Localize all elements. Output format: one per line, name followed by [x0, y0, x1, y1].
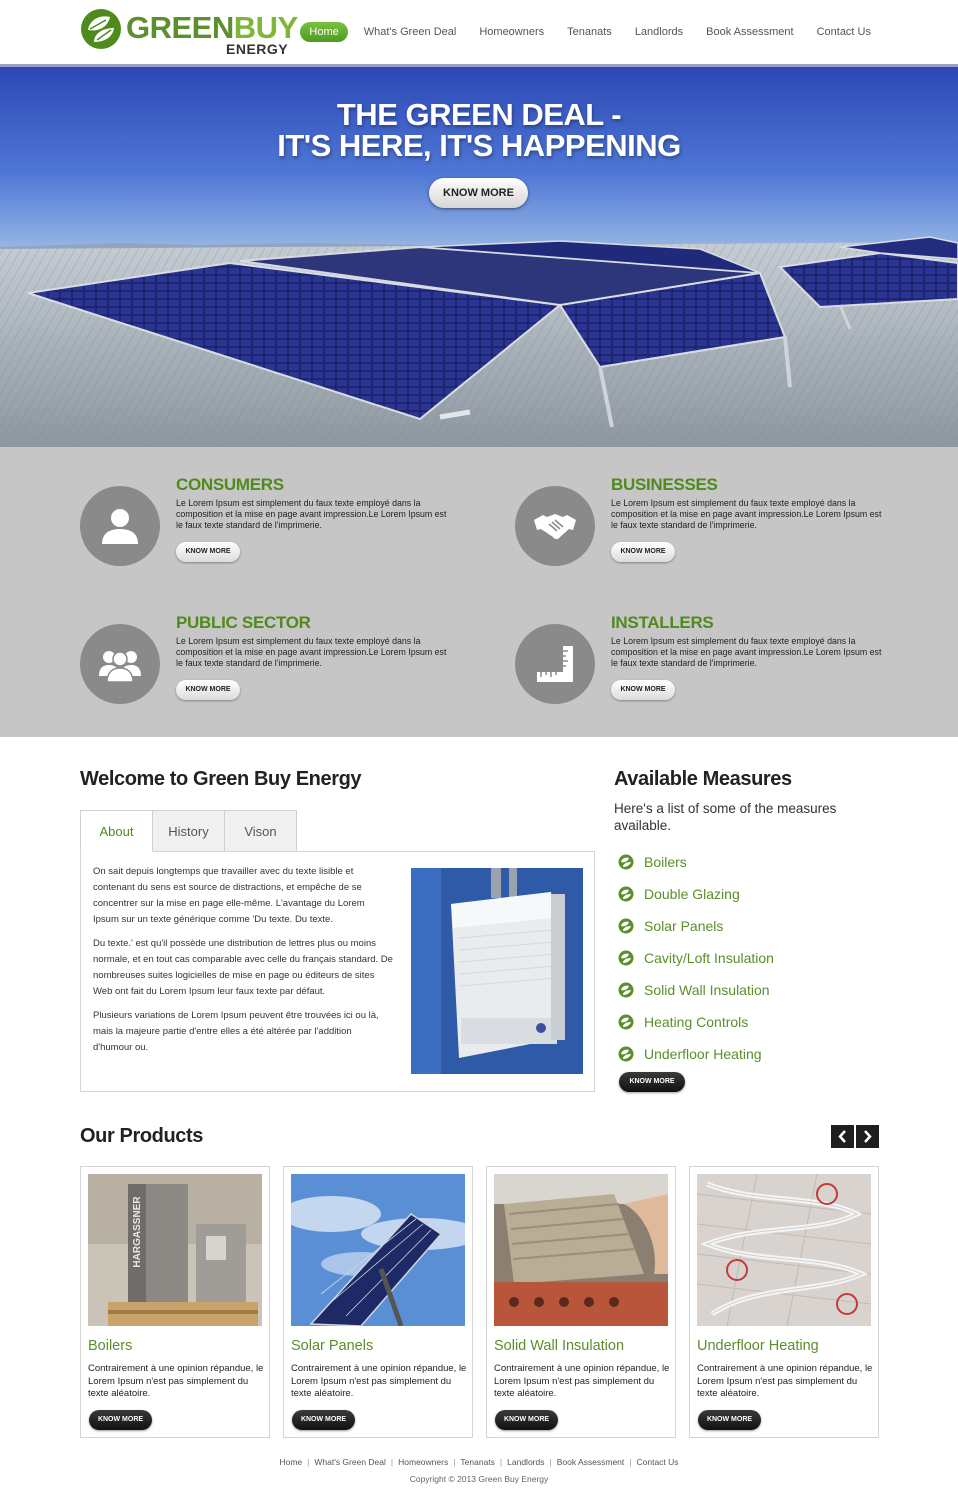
leaf-logo-icon [80, 8, 122, 50]
category-icon-circle [80, 486, 160, 566]
measures-know-more-button[interactable]: KNOW MORE [619, 1072, 685, 1092]
audience-categories [0, 447, 958, 737]
category-know-more-button[interactable]: KNOW MORE [611, 542, 675, 562]
footer-nav [0, 1457, 958, 1467]
product-card-underfloor-heating [689, 1166, 879, 1438]
product-know-more-button[interactable]: KNOW MORE [89, 1410, 152, 1430]
leaf-bullet-icon [618, 982, 634, 998]
product-know-more-button[interactable]: KNOW MORE [292, 1410, 355, 1430]
hero-banner [0, 67, 958, 447]
product-image-underfloor-heating [697, 1174, 871, 1326]
category-icon-circle [515, 624, 595, 704]
category-description: Le Lorem Ipsum est simplement du faux texte employé dans la composition et la mise en page avant impression.Le Lorem Ipsum est le faux texte standard de l'imprimerie. [611, 636, 882, 668]
main-nav [300, 22, 878, 42]
leaf-bullet-icon [618, 1046, 634, 1062]
category-installers [515, 613, 895, 723]
copyright-text: Copyright © 2013 Green Buy Energy [409, 1474, 549, 1484]
nav-landlords[interactable]: Landlords [634, 26, 684, 38]
category-title: CONSUMERS [176, 475, 284, 494]
footer-link-landlords[interactable]: Landlords [507, 1457, 545, 1467]
hero-title-line-2: IT'S HERE, IT'S HAPPENING [277, 128, 681, 163]
carousel-next-button[interactable] [856, 1125, 879, 1148]
category-know-more-button[interactable]: KNOW MORE [176, 542, 240, 562]
footer-separator: | [453, 1457, 456, 1467]
measures-subtitle: Here's a list of some of the measures available. [614, 801, 837, 833]
footer-separator: | [549, 1457, 552, 1467]
category-icon-circle [515, 486, 595, 566]
measure-label: Heating Controls [644, 1014, 749, 1030]
measures-list [618, 846, 774, 1070]
footer-separator: | [307, 1457, 310, 1467]
footer-link-homeowners[interactable]: Homeowners [398, 1457, 449, 1467]
nav-contact-us[interactable]: Contact Us [816, 26, 871, 38]
category-businesses [515, 475, 895, 585]
measure-label: Solid Wall Insulation [644, 982, 770, 998]
about-text [93, 864, 393, 1064]
category-description: Le Lorem Ipsum est simplement du faux texte employé dans la composition et la mise en page avant impression.Le Lorem Ipsum est le faux texte standard de l'imprimerie. [611, 498, 882, 530]
nav-homeowners[interactable]: Homeowners [479, 26, 545, 38]
carousel-prev-button[interactable] [831, 1125, 854, 1148]
category-know-more-button[interactable]: KNOW MORE [176, 680, 240, 700]
leaf-bullet-icon [618, 918, 634, 934]
product-title[interactable]: Boilers [88, 1338, 133, 1354]
category-title: BUSINESSES [611, 475, 718, 494]
footer-separator: | [499, 1457, 503, 1467]
product-card-solid-wall-insulation [486, 1166, 676, 1438]
measure-label: Double Glazing [644, 886, 740, 902]
measures-heading: Available Measures [614, 768, 792, 790]
site-header [0, 0, 958, 64]
nav-whats-green-deal[interactable]: What's Green Deal [363, 26, 457, 38]
category-consumers [80, 475, 460, 585]
handshake-icon [533, 504, 577, 548]
tab-about[interactable]: About [80, 810, 153, 852]
product-description: Contrairement à une opinion répandue, le Lorem Ipsum n'est pas simplement du texte aléatoire. [697, 1363, 873, 1399]
products-heading: Our Products [80, 1125, 203, 1147]
footer-separator: | [629, 1457, 632, 1467]
footer-separator: | [390, 1457, 394, 1467]
category-icon-circle [80, 624, 160, 704]
footer-link-tenants[interactable]: Tenanats [460, 1457, 495, 1467]
logo-subtitle: ENERGY [226, 41, 289, 57]
nav-book-assessment[interactable]: Book Assessment [706, 26, 794, 38]
group-icon [98, 642, 142, 686]
measure-item-double-glazing[interactable] [618, 878, 774, 910]
product-card-boilers [80, 1166, 270, 1438]
product-title[interactable]: Underfloor Heating [697, 1338, 819, 1354]
category-title: INSTALLERS [611, 613, 714, 632]
chevron-left-icon [837, 1130, 848, 1143]
logo[interactable] [80, 8, 298, 58]
product-title[interactable]: Solid Wall Insulation [494, 1338, 625, 1354]
leaf-bullet-icon [618, 886, 634, 902]
nav-tenants[interactable]: Tenanats [567, 26, 612, 38]
measure-item-heating-controls[interactable] [618, 1006, 774, 1038]
boiler-brand-label: HARGASSNER [132, 1196, 143, 1268]
footer-link-book-assessment[interactable]: Book Assessment [556, 1457, 625, 1467]
footer-link-whats-green-deal[interactable]: What's Green Deal [314, 1457, 386, 1467]
about-paragraph: On sait depuis longtemps que travailler avec du texte lisible et contenant du sens est source de distractions, et empêche de se concentrer sur la mise en page elle-même. L'avantage du Lorem Ipsum sur un texte générique comme 'Du texte. Du texte. [93, 866, 365, 925]
measure-item-boilers[interactable] [618, 846, 774, 878]
product-description: Contrairement à une opinion répandue, le Lorem Ipsum n'est pas simplement du texte aléatoire. [88, 1363, 264, 1399]
nav-home[interactable]: Home [300, 22, 347, 42]
measure-label: Underfloor Heating [644, 1046, 762, 1062]
measure-label: Cavity/Loft Insulation [644, 950, 774, 966]
tab-vision[interactable]: Vison [224, 810, 297, 852]
person-icon [98, 504, 142, 548]
about-paragraph: Plusieurs variations de Lorem Ipsum peuvent être trouvées ici ou là, mais la majeure partie d'entre elles a été altérée par l'addition d'humour ou. [93, 1010, 379, 1053]
welcome-heading: Welcome to Green Buy Energy [80, 768, 362, 790]
product-title[interactable]: Solar Panels [291, 1338, 374, 1354]
measure-item-solid-wall-insulation[interactable] [618, 974, 774, 1006]
tab-history[interactable]: History [152, 810, 225, 852]
product-description: Contrairement à une opinion répandue, le Lorem Ipsum n'est pas simplement du texte aléatoire. [291, 1363, 467, 1399]
product-know-more-button[interactable]: KNOW MORE [495, 1410, 558, 1430]
boiler-image [411, 868, 583, 1074]
hero-title-line-1: THE GREEN DEAL - [336, 97, 622, 132]
category-know-more-button[interactable]: KNOW MORE [611, 680, 675, 700]
logo-wordmark: GREENBUY [126, 10, 298, 45]
chevron-right-icon [862, 1130, 873, 1143]
measure-label: Boilers [644, 854, 687, 870]
product-know-more-button[interactable]: KNOW MORE [698, 1410, 761, 1430]
footer-link-home[interactable]: Home [279, 1457, 303, 1467]
product-image-wall-insulation [494, 1174, 668, 1326]
tab-panel-about [80, 851, 595, 1092]
leaf-bullet-icon [618, 1014, 634, 1030]
category-public-sector [80, 613, 460, 723]
measure-item-solar-panels[interactable] [618, 910, 774, 942]
hero-know-more-button[interactable]: KNOW MORE [429, 178, 528, 208]
footer-link-contact-us[interactable]: Contact Us [636, 1457, 679, 1467]
measure-item-underfloor-heating[interactable] [618, 1038, 774, 1070]
measure-label: Solar Panels [644, 918, 724, 934]
product-image-solar-panels [291, 1174, 465, 1326]
leaf-bullet-icon [618, 854, 634, 870]
category-description: Le Lorem Ipsum est simplement du faux texte employé dans la composition et la mise en page avant impression.Le Lorem Ipsum est le faux texte standard de l'imprimerie. [176, 636, 447, 668]
ruler-icon [533, 642, 577, 686]
welcome-tabs [80, 810, 296, 852]
measure-item-cavity-loft-insulation[interactable] [618, 942, 774, 974]
category-title: PUBLIC SECTOR [176, 613, 311, 632]
product-description: Contrairement à une opinion répandue, le Lorem Ipsum n'est pas simplement du texte aléatoire. [494, 1363, 670, 1399]
leaf-bullet-icon [618, 950, 634, 966]
about-paragraph: Du texte.' est qu'il possède une distribution de lettres plus ou moins normale, et en tout cas comparable avec celle du français standard. De nombreuses suites logicielles de mise en page ou éditeurs de sites Web ont fait du Lorem Ipsum leur faux texte par défaut. [93, 938, 393, 997]
product-image-boiler [88, 1174, 262, 1326]
product-card-solar-panels [283, 1166, 473, 1438]
category-description: Le Lorem Ipsum est simplement du faux texte employé dans la composition et la mise en page avant impression.Le Lorem Ipsum est le faux texte standard de l'imprimerie. [176, 498, 447, 530]
